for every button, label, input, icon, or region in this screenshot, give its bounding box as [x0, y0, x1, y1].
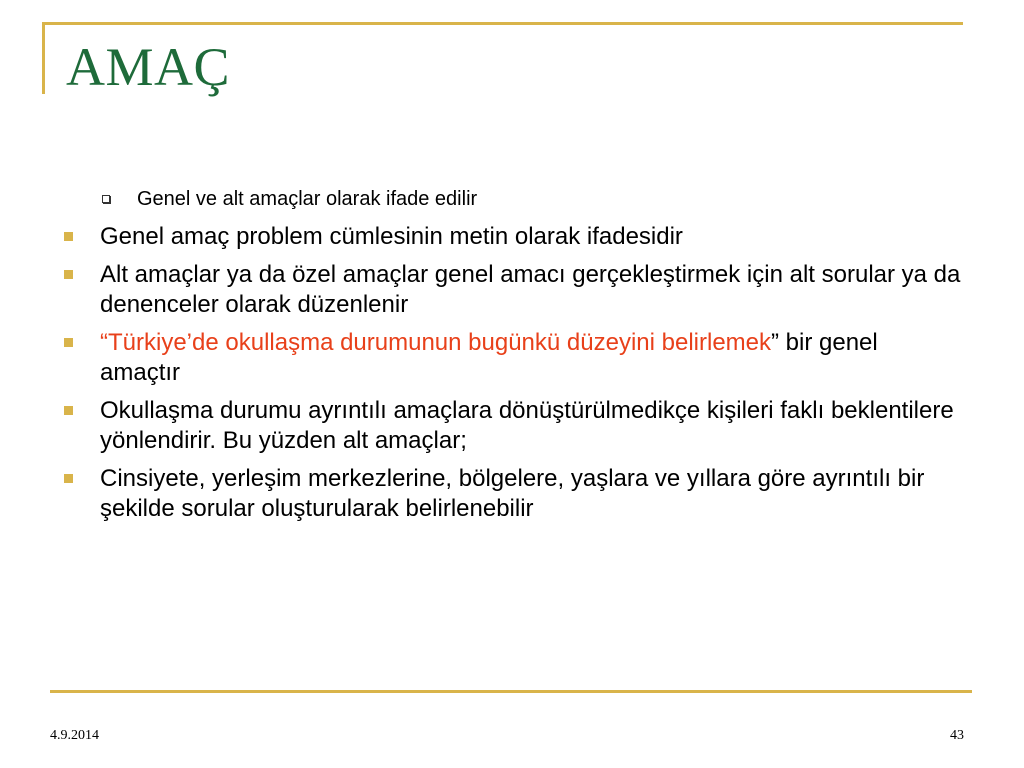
slide-title: AMAÇ [66, 37, 231, 97]
bullet-text-3-highlight: “Türkiye’de okullaşma durumunun bugünkü düzeyini belirlemek [100, 329, 772, 356]
bullet-text-4: Okullaşma durumu ayrıntılı amaçlara dönüştürülmedikçe kişileri faklı beklentilere yönlendirir. Bu yüzden alt amaçlar; [100, 397, 954, 454]
gold-square-bullet-icon [64, 232, 73, 241]
gold-square-bullet-icon [64, 474, 73, 483]
bullet-item-1 [64, 222, 964, 252]
sub-bullet-item [64, 186, 964, 212]
footer-page-number: 43 [950, 728, 964, 743]
top-horizontal-rule [42, 22, 963, 25]
sub-bullet-text: Genel ve alt amaçlar olarak ifade edilir [137, 188, 478, 210]
top-vertical-rule [42, 22, 45, 94]
gold-square-bullet-icon [64, 270, 73, 279]
footer-date: 4.9.2014 [50, 728, 99, 743]
bullet-text-5: Cinsiyete, yerleşim merkezlerine, bölgelere, yaşlara ve yıllara göre ayrıntılı bir şekilde sorular oluşturularak belirlenebilir [100, 465, 925, 522]
hollow-square-bullet-icon [102, 195, 110, 203]
bullet-item-2 [64, 260, 964, 320]
bullet-list [64, 186, 964, 532]
bottom-horizontal-rule [50, 690, 972, 693]
gold-square-bullet-icon [64, 338, 73, 347]
gold-square-bullet-icon [64, 406, 73, 415]
bullet-text-2: Alt amaçlar ya da özel amaçlar genel amacı gerçekleştirmek için alt sorular ya da denenceler olarak düzenlenir [100, 261, 961, 318]
bullet-text-1: Genel amaç problem cümlesinin metin olarak ifadesidir [100, 223, 683, 250]
bullet-item-5 [64, 464, 964, 524]
bullet-item-4 [64, 396, 964, 456]
bullet-text-3-rest: ” bir genel amaçtır [100, 329, 878, 386]
bullet-item-3 [64, 328, 964, 388]
